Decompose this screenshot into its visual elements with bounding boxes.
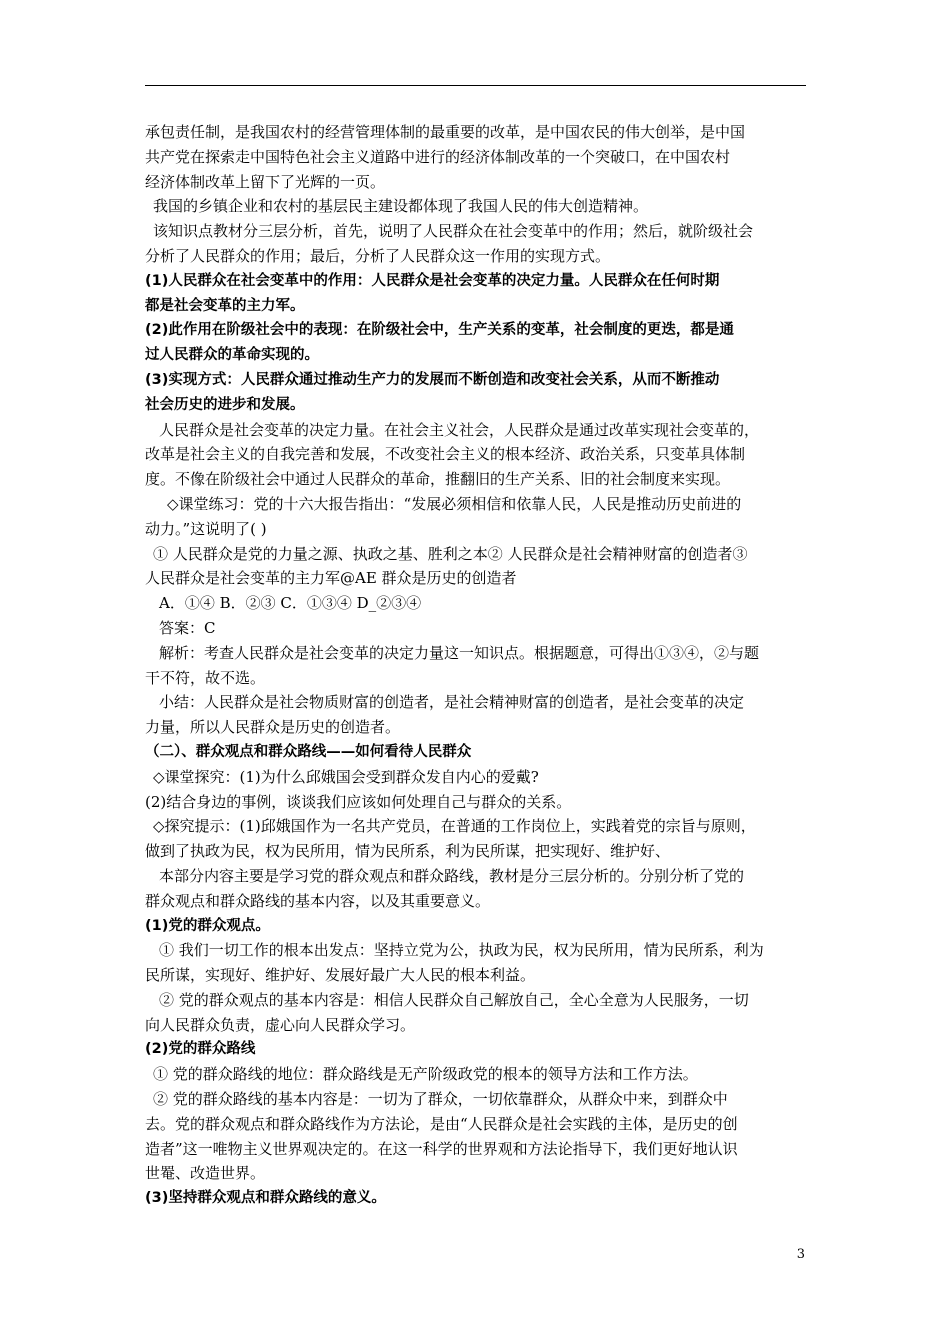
text-line: 度。不像在阶级社会中通过人民群众的革命，推翻旧的生产关系、旧的社会制度来实现。	[145, 470, 731, 489]
text-line: (1)党的群众观点。	[145, 917, 270, 934]
text-line: 民所谋，实现好、维护好、发展好最广大人民的根本利益。	[145, 966, 536, 985]
text-line: 都是社会变革的主力军。	[145, 297, 305, 314]
text-line: 造者”这一唯物主义世界观决定的。在这一科学的世界观和方法论指导下，我们更好地认识	[145, 1139, 738, 1158]
text-line: 群众观点和群众路线的基本内容，以及其重要意义。	[145, 891, 491, 910]
text-line: (2)结合身边的事例，谈谈我们应该如何处理自己与群众的关系。	[145, 792, 572, 811]
text-line: 我国的乡镇企业和农村的基层民主建设都体现了我国人民的伟大创造精神。	[153, 197, 649, 216]
text-line: 改革是社会主义的自我完善和发展，不改变社会主义的根本经济、政治关系，只变革具体制	[145, 445, 746, 464]
text-line: 小结：人民群众是社会物质财富的创造者，是社会精神财富的创造者，是社会变革的决定	[159, 693, 745, 712]
text-line: 该知识点教材分三层分析，首先，说明了人民群众在社会变革中的作用；然后，就阶级社会	[153, 222, 754, 241]
text-line: 分析了人民群众的作用；最后，分析了人民群众这一作用的实现方式。	[145, 246, 611, 265]
text-line: (1)人民群众在社会变革中的作用：人民群众是社会变革的决定力量。人民群众在任何时期	[145, 272, 720, 289]
text-line: ◇课堂探究：(1)为什么邱娥国会受到群众发自内心的爱戴?	[153, 767, 539, 786]
text-line: 共产党在探索走中国特色社会主义道路中进行的经济体制改革的一个突破口，在中国农村	[145, 147, 731, 166]
text-line: ① 人民群众是党的力量之源、执政之基、胜利之本② 人民群众是社会精神财富的创造者③	[153, 544, 748, 563]
text-line: ◇课堂练习：党的十六大报告指出：“发展必须相信和依靠人民，人民是推动历史前进的	[167, 494, 742, 513]
text-line: 干不符，故不选。	[145, 668, 266, 687]
text-line: 向人民群众负责，虚心向人民群众学习。	[145, 1015, 416, 1034]
header-rule	[145, 85, 806, 86]
text-line: （二）、群众观点和群众路线——如何看待人民群众	[145, 743, 472, 760]
text-line: (2)此作用在阶级社会中的表现：在阶级社会中，生产关系的变革，社会制度的更迭，都是通	[145, 322, 734, 339]
text-line: ② 党的群众路线的基本内容是：一切为了群众，一切依靠群众，从群众中来，到群众中	[153, 1090, 728, 1109]
text-line: 本部分内容主要是学习党的群众观点和群众路线，教材是分三层分析的。分别分析了党的	[159, 866, 745, 885]
text-line: (2)党的群众路线	[145, 1041, 256, 1058]
text-line: A．①④ B．②③ C．①③④ D_②③④	[159, 594, 422, 613]
text-line: 过人民群众的革命实现的。	[145, 347, 319, 364]
text-line: 去。党的群众观点和群众路线作为方法论，是由“人民群众是社会实践的主体，是历史的创	[145, 1114, 738, 1133]
text-line: (3)实现方式：人民群众通过推动生产力的发展而不断创造和改变社会关系，从而不断推动	[145, 371, 720, 388]
text-line: ② 党的群众观点的基本内容是：相信人民群众自己解放自己，全心全意为人民服务，一切	[159, 990, 749, 1009]
text-line: 解析：考查人民群众是社会变革的决定力量这一知识点。根据题意，可得出①③④，②与题	[159, 643, 760, 662]
text-line: ① 我们一切工作的根本出发点：坚持立党为公，执政为民，权为民所用，情为民所系，利为	[159, 941, 764, 960]
text-line: 做到了执政为民，权为民所用，情为民所系，利为民所谋，把实现好、维护好、	[145, 842, 671, 861]
text-line: ① 党的群众路线的地位：群众路线是无产阶级政党的根本的领导方法和工作方法。	[153, 1065, 698, 1084]
page-number: 3	[796, 1247, 805, 1262]
text-line: ◇探究提示：(1)邱娥国作为一名共产党员，在普通的工作岗位上，实践着党的宗旨与原则，	[153, 817, 756, 836]
text-line: 人民群众是社会变革的主力军@AE 群众是历史的创造者	[145, 569, 517, 588]
text-line: 世罨、改造世界。	[145, 1164, 266, 1183]
text-line: 动力。”这说明了( )	[145, 519, 267, 538]
text-line: 社会历史的进步和发展。	[145, 396, 305, 413]
text-line: 人民群众是社会变革的决定力量。在社会主义社会，人民群众是通过改革实现社会变革的，	[159, 420, 760, 439]
text-line: 答案：C	[159, 618, 216, 637]
text-line: 承包责任制，是我国农村的经营管理体制的最重要的改革，是中国农民的伟大创举，是中国	[145, 123, 746, 141]
text-line: 经济体制改革上留下了光辉的一页。	[145, 172, 386, 191]
text-line: 力量，所以人民群众是历史的创造者。	[145, 718, 401, 737]
text-line: (3)坚持群众观点和群众路线的意义。	[145, 1190, 386, 1207]
document-body	[145, 120, 810, 1211]
